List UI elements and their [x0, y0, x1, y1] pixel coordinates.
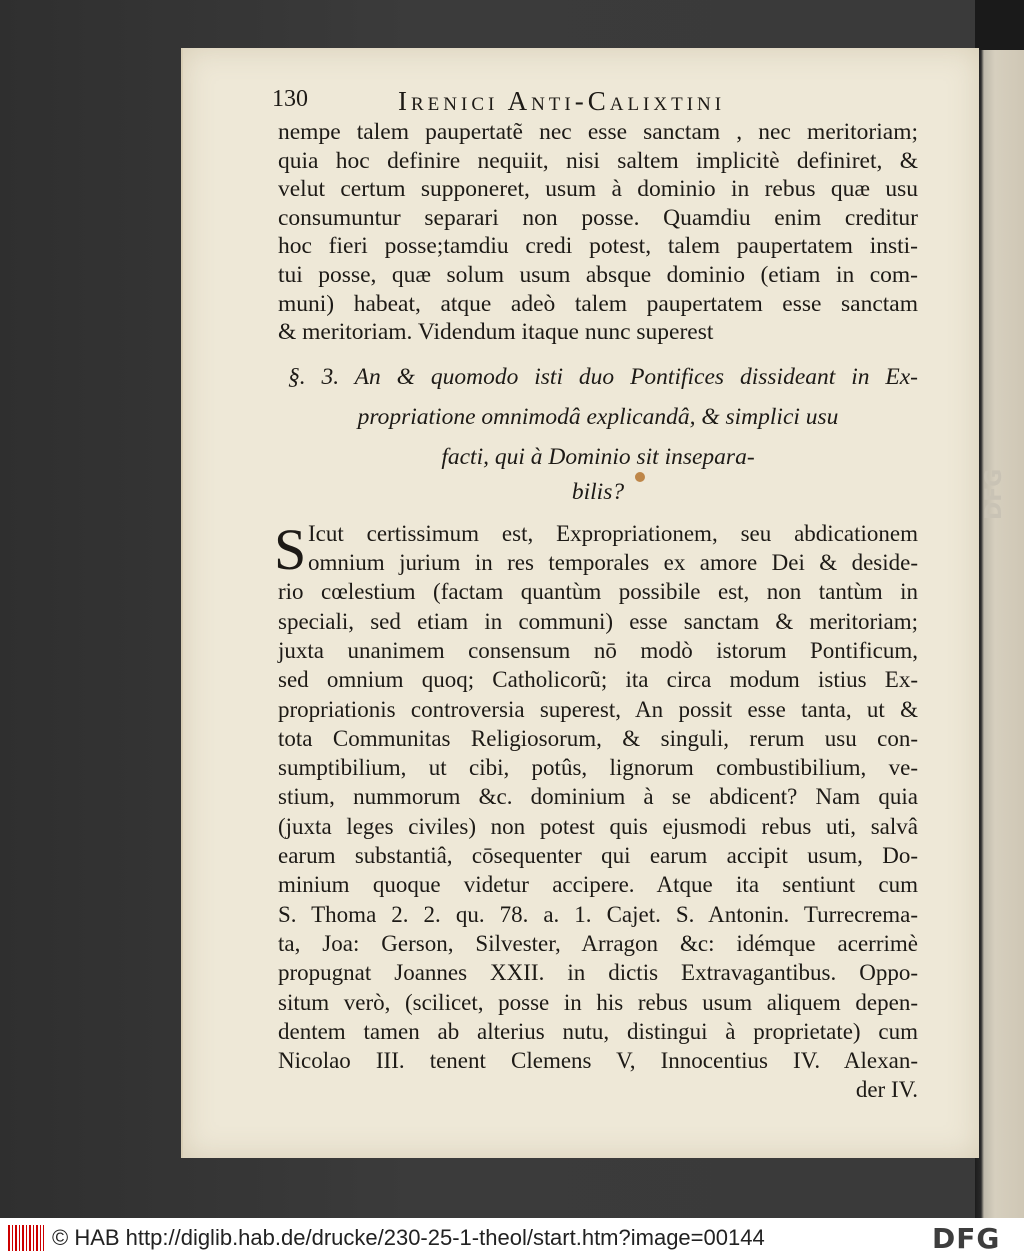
ink-stain [635, 472, 645, 482]
text-line: S. Thoma 2. 2. qu. 78. a. 1. Cajet. S. Antonin. Turrecrema- [278, 901, 918, 927]
text-line: tui posse, quæ solum usum absque dominio (etiam in com- [278, 261, 918, 288]
text-line: nempe talem paupertatẽ nec esse sanctam , nec meritoriam; [278, 119, 918, 145]
scanner-shadow [975, 0, 1024, 50]
text-line: speciali, sed etiam in communi) esse sanctam & meritoriam; [278, 608, 918, 634]
text-line: rio cœlestium (factam quantùm possibile est, non tantùm in [278, 579, 918, 605]
barcode-icon [8, 1225, 44, 1251]
section-heading [278, 357, 918, 507]
text-line: tota Communitas Religiosorum, & singuli, rerum usu con- [278, 725, 918, 751]
heading-line: bilis? [571, 478, 625, 505]
footer-bar [0, 1218, 1024, 1258]
running-title: Irenici Anti-Calixtini [398, 86, 726, 116]
text-line: sed omnium quoq; Catholicorũ; ita circa modum istius Ex- [278, 667, 918, 693]
text-line: stium, nummorum &c. dominium à se abdicent? Nam quia [278, 784, 918, 810]
catchword: der IV. [855, 1077, 918, 1103]
page-text-block [272, 86, 918, 1105]
drop-capital: S [274, 516, 307, 582]
text-line: dentem tamen ab alterius nutu, distingui à proprietate) cum [278, 1018, 918, 1044]
text-line: sumptibilium, ut cibi, potûs, lignorum combustibilium, ve- [278, 755, 918, 781]
text-line: propriationis controversia superest, An possit esse tanta, ut & [278, 696, 918, 722]
text-line: minium quoque videtur accipere. Atque ita sentiunt cum [278, 872, 918, 898]
text-line: situm verò, (scilicet, posse in his rebus usum aliquem depen- [278, 989, 918, 1015]
text-line-content: Icut certissimum est, Expropriationem, seu abdicationem [308, 520, 918, 546]
text-line: & meritoriam. Videndum itaque nunc superest [278, 319, 714, 346]
text-line: velut certum supponeret, usum à dominio in rebus quæ usu [278, 176, 918, 203]
page-number: 130 [272, 86, 308, 112]
text-line: ta, Joa: Gerson, Silvester, Arragon &c: idémque acerrimè [278, 930, 918, 956]
text-line: juxta unanimem consensum nō modò istorum Pontificum, [278, 637, 918, 663]
heading-line: propriatione omnimodâ explicandâ, & simplici usu [357, 403, 839, 430]
heading-line: §. 3. An & quomodo isti duo Pontifices dissideant in Ex- [288, 363, 918, 390]
text-line: omnium jurium in res temporales ex amore Dei & deside- [308, 550, 918, 576]
text-line: propugnat Joannes XXII. in dictis Extravagantibus. Oppo- [278, 960, 918, 986]
watermark-logo: DFG [982, 468, 1007, 520]
text-line: consumuntur separari non posse. Quamdiu enim creditur [278, 204, 918, 231]
opening-paragraph [278, 118, 918, 347]
text-line: Nicolao III. tenent Clemens V, Innocentius IV. Alexan- [278, 1048, 918, 1074]
text-line: quia hoc definire nequiit, nisi saltem implicitè definiret, & [278, 147, 918, 174]
text-line: (juxta leges civiles) non potest quis ejusmodi rebus uti, salvâ [278, 813, 918, 839]
section-body [274, 516, 918, 1105]
text-line: hoc fieri posse;tamdiu credi potest, talem paupertatem insti- [278, 233, 918, 260]
text-line: earum substantiâ, cōsequenter qui earum accipit usum, Do- [278, 843, 918, 869]
dfg-logo: DFG [932, 1222, 1001, 1255]
book-page [181, 48, 979, 1158]
copyright-notice: © HAB http://diglib.hab.de/drucke/230-25-1-theol/start.htm?image=00144 [52, 1225, 765, 1250]
running-head [272, 86, 918, 118]
facing-page-edge [975, 0, 1024, 1218]
heading-line: facti, qui à Dominio sit insepara- [441, 443, 755, 470]
text-line: muni) habeat, atque adeò talem paupertatem esse sanctam [278, 290, 918, 317]
